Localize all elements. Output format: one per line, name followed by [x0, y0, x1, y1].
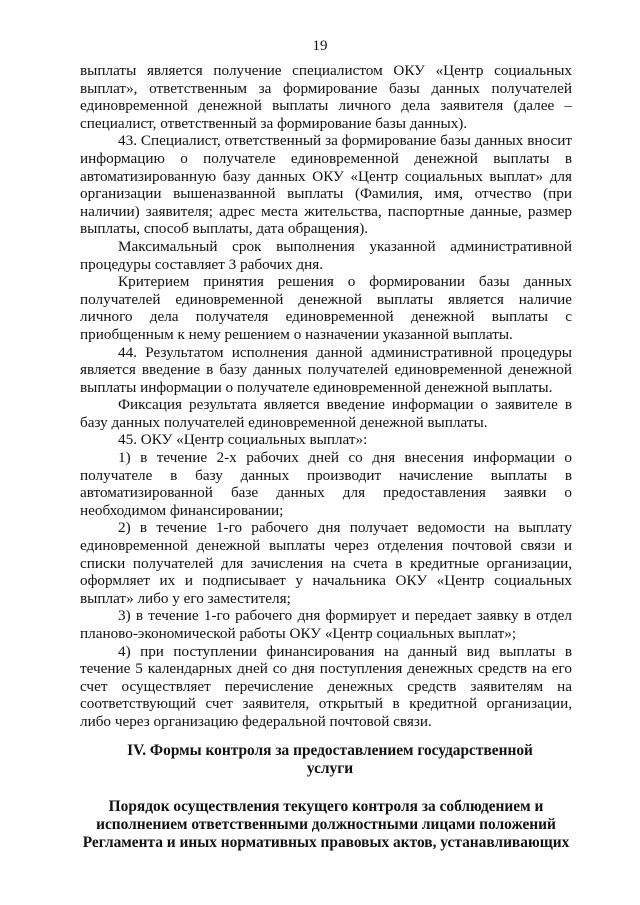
paragraph: 45. ОКУ «Центр социальных выплат»:	[118, 431, 368, 449]
page-number: 19	[312, 38, 328, 54]
paragraph: 43. Специалист, ответственный за формирование базы данных вносит информацию о получателе единовременной денежной выплаты в автоматизированную базу данных ОКУ «Центр социальных выплат» для организации вышеназванной выплаты (Фамилия, имя, отчество (при наличии) заявителя; адрес места жительства, паспортные данные, размер выплаты, способ выплаты, дата обращения).	[80, 132, 572, 238]
paragraph: 4) при поступлении финансирования на данный вид выплаты в течение 5 календарных дней со дня поступления денежных средств на его счет осуществляет перечисление денежных средств заявителям на соответствующий счет заявителя, открытый в кредитной организации, либо через организацию федеральной почтовой связи.	[80, 642, 572, 730]
paragraph: выплаты является получение специалистом ОКУ «Центр социальных выплат», ответственным за формирование базы данных получателей единовременной денежной выплаты личного дела заявителя (далее – специалист, ответственный за формирование базы данных).	[80, 62, 572, 132]
paragraph: 44. Результатом исполнения данной административной процедуры является введение в базу данных получателей единовременной денежной выплаты информации о получателе единовременной денежной выплаты.	[80, 343, 572, 396]
paragraph: Критерием принятия решения о формировании базы данных получателей единовременной денежной выплаты является наличие личного дела получателя единовременной денежной выплаты с приобщенным к нему решением о назначении указанной выплаты.	[80, 273, 572, 343]
paragraph: Максимальный срок выполнения указанной административной процедуры составляет 3 рабочих дня.	[80, 237, 572, 273]
paragraph: 1) в течение 2-х рабочих дней со дня внесения информации о получателе в базу данных производит начисление выплаты в автоматизированной базе данных для предоставления заявки о необходимом финансировании;	[80, 449, 572, 519]
section-heading: IV. Формы контроля за предоставлением государственной услуги	[127, 742, 533, 777]
paragraph: Фиксация результата является введение информации о заявителе в базу данных получателей единовременной денежной выплаты.	[80, 396, 572, 431]
body-text	[80, 62, 572, 731]
paragraph: 3) в течение 1-го рабочего дня формирует и передает заявку в отдел планово-экономической работы ОКУ «Центр социальных выплат»;	[80, 607, 572, 642]
subsection-heading: Порядок осуществления текущего контроля за соблюдением и исполнением ответственными должностными лицами положений Регламента и иных нормативных правовых актов, устанавливающих	[82, 798, 570, 851]
paragraph: 2) в течение 1-го рабочего дня получает ведомости на выплату единовременной денежной выплаты через отделения почтовой связи и списки получателей для зачисления на счета в кредитные организации, оформляет их и подписывает у начальника ОКУ «Центр социальных выплат» либо у его заместителя;	[80, 519, 572, 607]
